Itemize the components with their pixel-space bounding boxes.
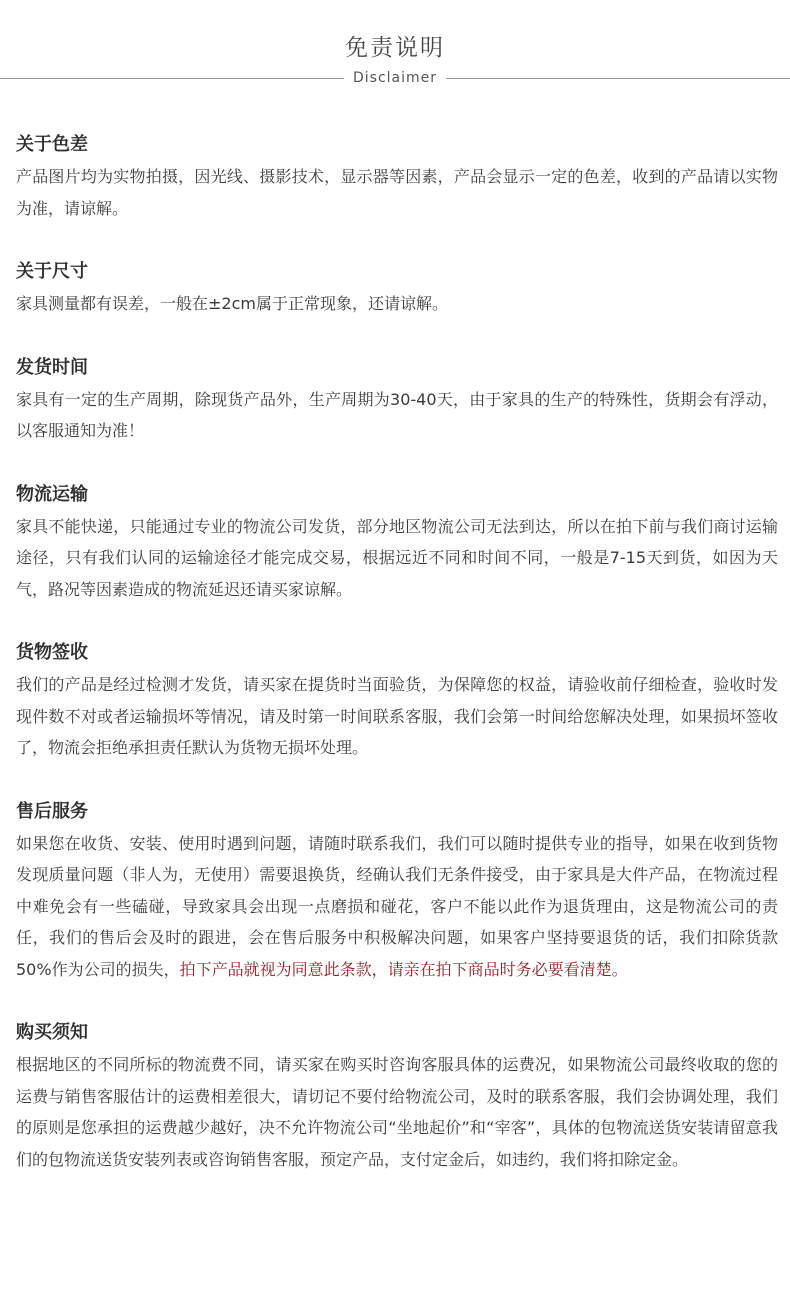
section-title: 购买须知 — [16, 1022, 88, 1043]
divider-line-left — [0, 78, 344, 79]
highlight-notice: 拍下产品就视为同意此条款，请亲在拍下商品时务必要看清楚。 — [179, 959, 628, 979]
section-title: 售后服务 — [16, 800, 88, 822]
section-after-sales — [16, 796, 778, 986]
section-body — [16, 828, 778, 986]
title-divider — [0, 68, 790, 88]
section-body: 产品图片均为实物拍摄，因光线、摄影技术，显示器等因素，产品会显示一定的色差，收到的产品请以实物为准，请谅解。 — [16, 167, 778, 218]
section-title: 关于色差 — [16, 134, 88, 155]
section-logistics — [16, 479, 778, 606]
section-dimensions — [16, 256, 778, 320]
page-subtitle: Disclaimer — [352, 70, 438, 86]
section-title: 发货时间 — [16, 356, 88, 378]
section-body: 家具有一定的生产周期，除现货产品外，生产周期为30-40天，由于家具的生产的特殊性，货期会有浮动，以客服通知为准！ — [16, 389, 778, 440]
page-title: 免责说明 — [345, 35, 445, 61]
section-color-difference — [16, 129, 778, 224]
section-body: 我们的产品是经过检测才发货，请买家在提货时当面验货，为保障您的权益，请验收前仔细检查，验收时发现件数不对或者运输损坏等情况，请及时第一时间联系客服，我们会第一时间给您解决处理，如果损坏签收了，物流会拒绝承担责任默认为货物无损坏处理。 — [16, 675, 778, 757]
section-shipping-time — [16, 352, 778, 447]
section-body-text: 如果您在收货、安装、使用时遇到问题，请随时联系我们，我们可以随时提供专业的指导，如果在收到货物发现质量问题（非人为，无使用）需要退换货，经确认我们无条件接受，由于家具是大件产品，在物流过程中难免会有一些磕碰，导致家具会出现一点磨损和碰花，客户不能以此作为退货理由，这是物流公司的责任，我们的售后会及时的跟进，会在售后服务中积极解决问题，如果客户坚持要退货的话，我们扣除货款50%作为公司的损失， — [16, 833, 778, 979]
page-header — [0, 0, 790, 100]
section-body: 家具测量都有误差，一般在±2cm属于正常现象，还请谅解。 — [16, 294, 448, 313]
disclaimer-content — [16, 129, 778, 1207]
section-title: 关于尺寸 — [16, 261, 88, 282]
divider-line-right — [446, 78, 790, 79]
section-body: 根据地区的不同所标的物流费不同，请买家在购买时咨询客服具体的运费况，如果物流公司最终收取的您的运费与销售客服估计的运费相差很大，请切记不要付给物流公司，及时的联系客服，我们会协调处理，我们的原则是您承担的运费越少越好，决不允许物流公司“坐地起价”和“宰客”，具体的包物流送货安装请留意我们的包物流送货安装列表或咨询销售客服，预定产品，支付定金后，如违约，我们将扣除定金。 — [16, 1055, 778, 1169]
section-body: 家具不能快递，只能通过专业的物流公司发货，部分地区物流公司无法到达，所以在拍下前与我们商讨运输途径，只有我们认同的运输途径才能完成交易，根据远近不同和时间不同，一般是7-15天到货，如因为天气，路况等因素造成的物流延迟还请买家谅解。 — [16, 516, 778, 599]
section-purchase-notes — [16, 1017, 778, 1175]
section-title: 货物签收 — [16, 642, 88, 663]
section-title: 物流运输 — [16, 483, 88, 505]
section-receipt — [16, 637, 778, 764]
